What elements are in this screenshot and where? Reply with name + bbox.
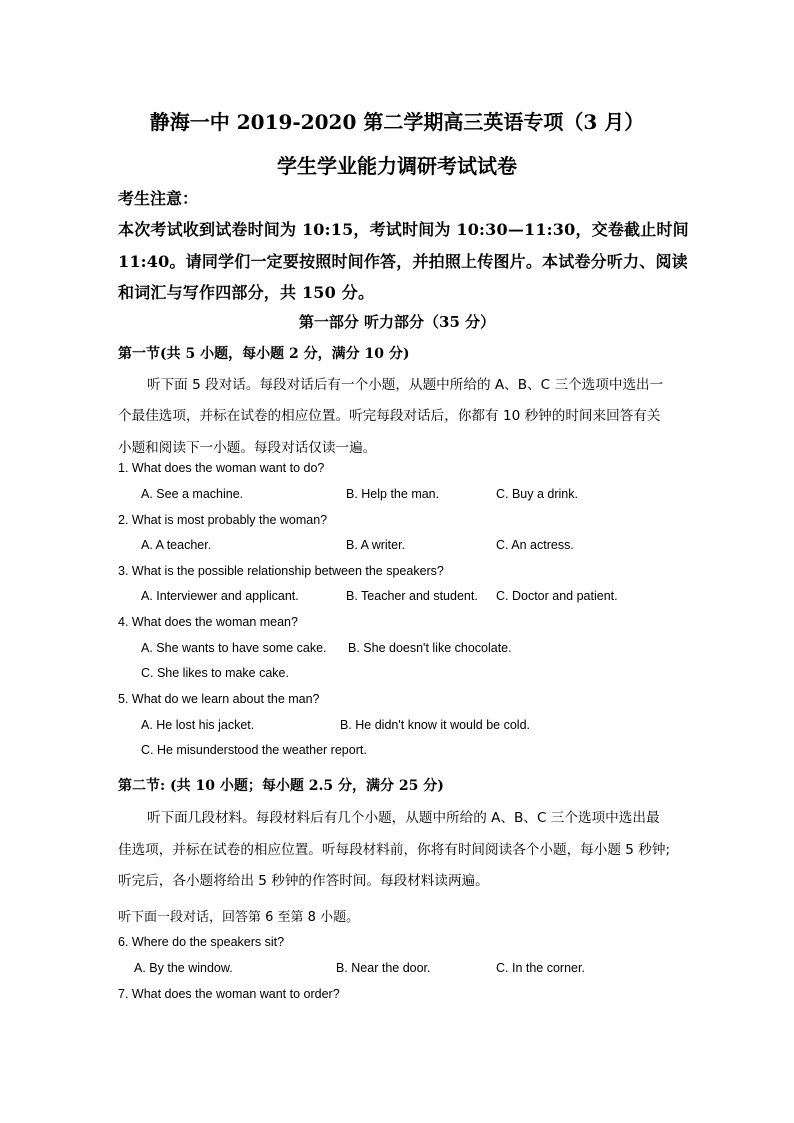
instruction-line: 听下面 5 段对话。每段对话后有一个小题，从题中所给的 A、B、C 三个选项中选出一 (147, 377, 664, 393)
exam-title: 静海一中 2019-2020 第二学期高三英语专项（3 月） (149, 110, 645, 134)
notice-line: 和词汇与写作四部分，共 150 分。 (118, 283, 375, 302)
option-b: B. Teacher and student. (346, 589, 478, 603)
option-b: B. Help the man. (346, 487, 440, 501)
dialogue-intro: 听下面一段对话，回答第 6 至第 8 小题。 (118, 910, 360, 925)
instruction-line: 听完后，各小题将给出 5 秒钟的作答时间。每段材料读两遍。 (118, 873, 489, 889)
question-stem: 7. What does the woman want to order? (118, 987, 340, 1001)
option-c: C. Buy a drink. (496, 487, 578, 501)
question-stem: 1. What does the woman want to do? (118, 461, 325, 475)
option-c: C. An actress. (496, 538, 574, 552)
option-b: B. A writer. (346, 538, 406, 552)
notice-line: 11:40。请同学们一定要按照时间作答，并拍照上传图片。本试卷分听力、阅读 (118, 252, 688, 271)
option-c: C. Doctor and patient. (496, 589, 618, 603)
exam-subtitle: 学生学业能力调研考试试卷 (277, 154, 517, 178)
section-heading: 第一节(共 5 小题，每小题 2 分，满分 10 分) (118, 346, 410, 362)
option-a: A. A teacher. (141, 538, 212, 552)
instruction-line: 佳选项，并标在试卷的相应位置。听每段材料前，你将有时间阅读各个小题，每小题 5 秒钟; (118, 842, 671, 858)
question-stem: 2. What is most probably the woman? (118, 513, 328, 527)
option-b: B. Near the door. (336, 961, 431, 975)
question-stem: 5. What do we learn about the man? (118, 692, 320, 706)
part-heading: 第一部分 听力部分（35 分） (298, 313, 496, 331)
instruction-line: 小题和阅读下一小题。每段对话仅读一遍。 (118, 440, 377, 456)
question-stem: 4. What does the woman mean? (118, 615, 298, 629)
option-c: C. She likes to make cake. (141, 666, 289, 680)
option-a: A. By the window. (134, 961, 233, 975)
option-a: A. She wants to have some cake. (141, 641, 327, 655)
option-b: B. He didn't know it would be cold. (340, 718, 530, 732)
notice-label: 考生注意： (118, 189, 199, 208)
notice-line: 本次考试收到试卷时间为 10:15，考试时间为 10:30—11:30，交卷截止时间 (118, 220, 689, 239)
option-a: A. See a machine. (141, 487, 244, 501)
option-c: C. He misunderstood the weather report. (141, 743, 367, 757)
option-b: B. She doesn't like chocolate. (348, 641, 512, 655)
section-heading: 第二节: (共 10 小题；每小题 2.5 分，满分 25 分) (118, 778, 444, 794)
option-a: A. Interviewer and applicant. (141, 589, 299, 603)
instruction-line: 听下面几段材料。每段材料后有几个小题，从题中所给的 A、B、C 三个选项中选出最 (147, 810, 660, 826)
option-a: A. He lost his jacket. (141, 718, 255, 732)
question-stem: 3. What is the possible relationship between the speakers? (118, 564, 444, 578)
question-stem: 6. Where do the speakers sit? (118, 935, 285, 949)
instruction-line: 个最佳选项，并标在试卷的相应位置。听完每段对话后，你都有 10 秒钟的时间来回答有关 (118, 408, 661, 424)
option-c: C. In the corner. (496, 961, 585, 975)
